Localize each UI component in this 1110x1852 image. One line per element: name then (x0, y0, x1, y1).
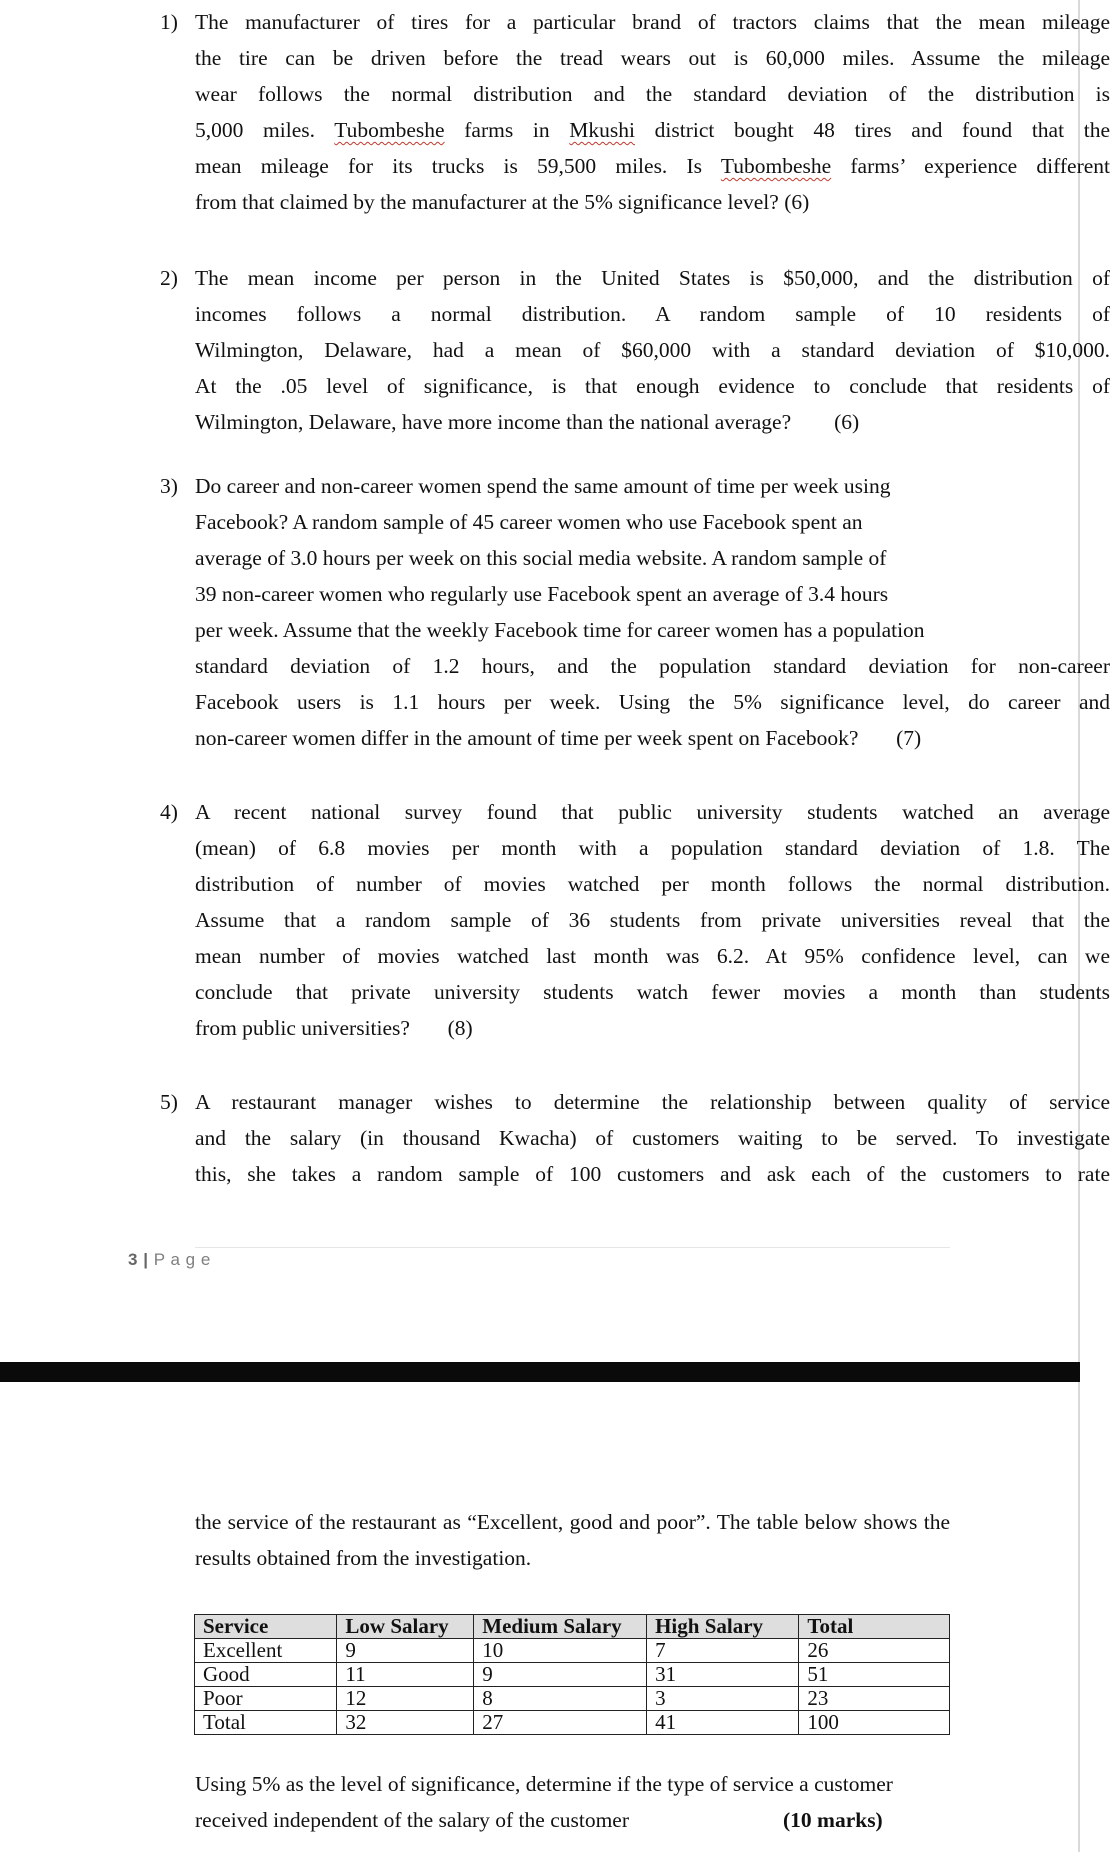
question-line: 39 non-career women who regularly use Facebook spent an average of 3.4 hours (195, 582, 889, 606)
table-cell: 10 (474, 1639, 647, 1663)
question-line: the service of the restaurant as “Excellent, good and poor”. The table below shows the (195, 1510, 950, 1534)
text-segment: 5,000 miles. (195, 118, 335, 142)
column-header: Low Salary (337, 1615, 474, 1639)
results-table (194, 1614, 950, 1735)
question-line (195, 118, 1110, 143)
table-cell: 51 (799, 1663, 950, 1687)
footer-page-word: P a g e (153, 1250, 211, 1269)
table-cell: 7 (647, 1639, 799, 1663)
table-cell: 26 (799, 1639, 950, 1663)
table-cell: 32 (337, 1711, 474, 1735)
table-cell: Poor (195, 1687, 337, 1711)
question-number: 4) (160, 800, 178, 824)
question-line: The mean income per person in the United States is $50,000, and the distribution of (195, 266, 1110, 290)
column-header: High Salary (647, 1615, 799, 1639)
table-row (195, 1687, 950, 1711)
question-line: Using 5% as the level of significance, determine if the type of service a customer (195, 1772, 893, 1796)
question-line (195, 154, 1110, 179)
table-cell: 11 (337, 1663, 474, 1687)
spellcheck-word: Tubombeshe (720, 154, 832, 178)
question-line: from that claimed by the manufacturer at the 5% significance level? (6) (195, 190, 810, 214)
question-line: results obtained from the investigation. (195, 1546, 532, 1570)
question-line: Facebook users is 1.1 hours per week. Using the 5% significance level, do career and (195, 690, 1110, 714)
question-number: 3) (160, 474, 178, 498)
marks-label: (10 marks) (783, 1808, 883, 1832)
text-segment: farms in (444, 118, 570, 142)
table-row (195, 1711, 950, 1735)
table-cell: 41 (647, 1711, 799, 1735)
column-header: Service (195, 1615, 337, 1639)
question-line: mean number of movies watched last month was 6.2. At 95% confidence level, can we (195, 944, 1110, 968)
table-cell: 27 (474, 1711, 647, 1735)
page-edge (1078, 1382, 1080, 1852)
table-cell: Excellent (195, 1639, 337, 1663)
spellcheck-word: Tubombeshe (334, 118, 445, 142)
question-line: The manufacturer of tires for a particular brand of tractors claims that the mean mileage (195, 10, 1110, 34)
question-line: conclude that private university students watch fewer movies a month than students (195, 980, 1110, 1004)
question-line: the tire can be driven before the tread wears out is 60,000 miles. Assume the mileage (195, 46, 1110, 70)
question-line: distribution of number of movies watched per month follows the normal distribution. (195, 872, 1110, 896)
question-line: average of 3.0 hours per week on this social media website. A random sample of (195, 546, 887, 570)
table-cell: Total (195, 1711, 337, 1735)
question-line: non-career women differ in the amount of time per week spent on Facebook? (7) (195, 726, 922, 750)
question-line: Wilmington, Delaware, had a mean of $60,000 with a standard deviation of $10,000. (195, 338, 1110, 362)
question-line: and the salary (in thousand Kwacha) of customers waiting to be served. To investigate (195, 1126, 1110, 1150)
question-line: standard deviation of 1.2 hours, and the population standard deviation for non-career (195, 654, 1110, 678)
text-segment: district bought 48 tires and found that the (635, 118, 1110, 142)
question-line: Wilmington, Delaware, have more income than the national average? (6) (195, 410, 860, 434)
question-line: incomes follows a normal distribution. A random sample of 10 residents of (195, 302, 1110, 326)
question-line: A recent national survey found that public university students watched an average (195, 800, 1110, 824)
page-footer (128, 1250, 211, 1270)
question-line: this, she takes a random sample of 100 customers and ask each of the customers to rate (195, 1162, 1110, 1186)
table-cell: Good (195, 1663, 337, 1687)
spellcheck-word: Mkushi (569, 118, 635, 142)
table-row (195, 1663, 950, 1687)
table-cell: 8 (474, 1687, 647, 1711)
question-line: from public universities? (8) (195, 1016, 473, 1040)
column-header: Medium Salary (474, 1615, 647, 1639)
table-cell: 23 (799, 1687, 950, 1711)
page-number: 3 (128, 1250, 138, 1269)
question-line: Facebook? A random sample of 45 career women who use Facebook spent an (195, 510, 863, 534)
question-line: wear follows the normal distribution and the standard deviation of the distribution is (195, 82, 1110, 106)
question-number: 1) (160, 10, 178, 34)
footer-separator: | (143, 1250, 149, 1269)
question-number: 5) (160, 1090, 178, 1114)
question-line: A restaurant manager wishes to determine the relationship between quality of service (195, 1090, 1110, 1114)
page-edge (1078, 0, 1080, 1362)
table-cell: 100 (799, 1711, 950, 1735)
text-segment: mean mileage for its trucks is 59,500 miles. Is (195, 154, 703, 178)
table-header-row (195, 1615, 950, 1639)
table-cell: 9 (337, 1639, 474, 1663)
question-line: per week. Assume that the weekly Facebook time for career women has a population (195, 618, 925, 642)
question-line: At the .05 level of significance, is that enough evidence to conclude that residents of (195, 374, 1110, 398)
page-separator (0, 1362, 1080, 1382)
table-cell: 31 (647, 1663, 799, 1687)
question-line: Assume that a random sample of 36 students from private universities reveal that the (195, 908, 1110, 932)
table-cell: 12 (337, 1687, 474, 1711)
document-page-4 (0, 1382, 1080, 1852)
question-line: Do career and non-career women spend the same amount of time per week using (195, 474, 891, 498)
footer-rule (195, 1247, 950, 1248)
text-segment: farms’ experience different (831, 154, 1110, 178)
question-number: 2) (160, 266, 178, 290)
column-header: Total (799, 1615, 950, 1639)
table-cell: 9 (474, 1663, 647, 1687)
question-line: (mean) of 6.8 movies per month with a population standard deviation of 1.8. The (195, 836, 1110, 860)
question-line: received independent of the salary of the customer (195, 1808, 629, 1832)
table-row (195, 1639, 950, 1663)
table-cell: 3 (647, 1687, 799, 1711)
